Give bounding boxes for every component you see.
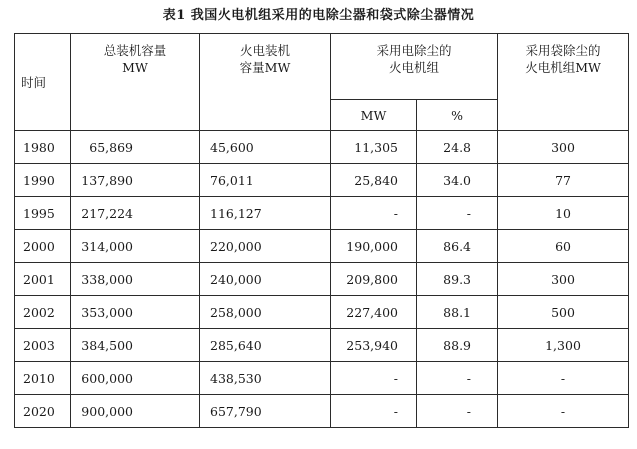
cell-esp-pct: 86.4 <box>417 230 498 263</box>
table-row <box>15 296 629 329</box>
header-bag-line1: 采用袋除尘的 <box>525 43 601 58</box>
header-thermal-capacity-line2: 容量MW <box>239 60 291 75</box>
cell-year: 1980 <box>15 131 71 164</box>
cell-thermal: 285,640 <box>200 329 331 362</box>
cell-thermal: 240,000 <box>200 263 331 296</box>
header-bag-filter <box>498 34 629 131</box>
cell-esp-mw: 190,000 <box>331 230 417 263</box>
cell-year: 2003 <box>15 329 71 362</box>
cell-total: 900,000 <box>71 395 200 428</box>
header-thermal-capacity-line1: 火电装机 <box>239 43 290 58</box>
table-row <box>15 362 629 395</box>
cell-thermal: 45,600 <box>200 131 331 164</box>
cell-esp-pct: - <box>417 395 498 428</box>
cell-esp-pct: 88.9 <box>417 329 498 362</box>
table-row <box>15 230 629 263</box>
table-caption: 表1 我国火电机组采用的电除尘器和袋式除尘器情况 <box>162 8 475 23</box>
cell-bag: 500 <box>498 296 629 329</box>
cell-esp-pct: 88.1 <box>417 296 498 329</box>
cell-esp-pct: - <box>417 197 498 230</box>
cell-year: 1990 <box>15 164 71 197</box>
table-row <box>15 197 629 230</box>
cell-thermal: 438,530 <box>200 362 331 395</box>
cell-total: 384,500 <box>71 329 200 362</box>
cell-esp-pct: 34.0 <box>417 164 498 197</box>
cell-bag: 300 <box>498 263 629 296</box>
header-time: 时间 <box>15 34 71 131</box>
cell-esp-mw: - <box>331 395 417 428</box>
cell-total: 338,000 <box>71 263 200 296</box>
header-bag-line2: 火电机组MW <box>525 60 601 75</box>
cell-total: 217,224 <box>71 197 200 230</box>
cell-esp-pct: - <box>417 362 498 395</box>
cell-thermal: 76,011 <box>200 164 331 197</box>
table-row <box>15 395 629 428</box>
cell-bag: 60 <box>498 230 629 263</box>
cell-esp-mw: - <box>331 197 417 230</box>
cell-total: 65,869 <box>71 131 200 164</box>
cell-bag: 1,300 <box>498 329 629 362</box>
cell-bag: 10 <box>498 197 629 230</box>
cell-year: 2002 <box>15 296 71 329</box>
cell-total: 314,000 <box>71 230 200 263</box>
cell-bag: - <box>498 362 629 395</box>
table-row <box>15 164 629 197</box>
cell-year: 2001 <box>15 263 71 296</box>
cell-thermal: 657,790 <box>200 395 331 428</box>
header-total-capacity-line1: 总装机容量 <box>103 43 167 58</box>
cell-bag: 300 <box>498 131 629 164</box>
cell-esp-mw: - <box>331 362 417 395</box>
header-row-1 <box>15 34 629 100</box>
table-row <box>15 329 629 362</box>
header-esp-group-line1: 采用电除尘的 <box>376 43 452 58</box>
cell-year: 1995 <box>15 197 71 230</box>
header-esp-group-line2: 火电机组 <box>389 60 440 75</box>
cell-total: 353,000 <box>71 296 200 329</box>
header-esp-mw: MW <box>331 100 417 131</box>
cell-esp-mw: 227,400 <box>331 296 417 329</box>
header-thermal-capacity <box>200 34 331 131</box>
capacity-table <box>14 33 629 428</box>
cell-year: 2000 <box>15 230 71 263</box>
cell-year: 2010 <box>15 362 71 395</box>
cell-esp-mw: 253,940 <box>331 329 417 362</box>
cell-year: 2020 <box>15 395 71 428</box>
cell-thermal: 258,000 <box>200 296 331 329</box>
header-total-capacity <box>71 34 200 131</box>
table-row <box>15 131 629 164</box>
cell-total: 600,000 <box>71 362 200 395</box>
cell-esp-pct: 89.3 <box>417 263 498 296</box>
header-total-capacity-line2: MW <box>122 60 148 75</box>
cell-bag: 77 <box>498 164 629 197</box>
cell-thermal: 116,127 <box>200 197 331 230</box>
cell-thermal: 220,000 <box>200 230 331 263</box>
cell-esp-mw: 209,800 <box>331 263 417 296</box>
cell-esp-pct: 24.8 <box>417 131 498 164</box>
header-esp-group <box>331 34 498 100</box>
table-row <box>15 263 629 296</box>
cell-esp-mw: 25,840 <box>331 164 417 197</box>
cell-bag: - <box>498 395 629 428</box>
cell-total: 137,890 <box>71 164 200 197</box>
header-esp-pct: % <box>417 100 498 131</box>
cell-esp-mw: 11,305 <box>331 131 417 164</box>
